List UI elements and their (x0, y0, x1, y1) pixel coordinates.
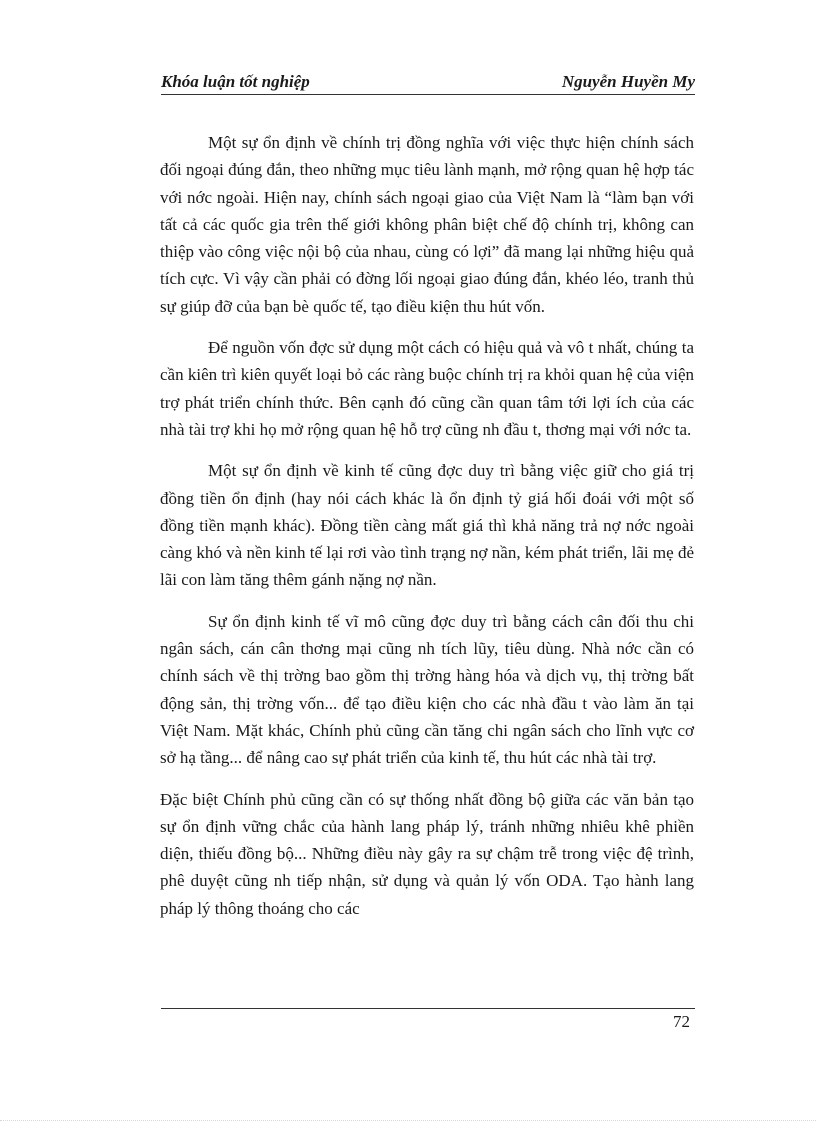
paragraph-legal-framework: Đặc biệt Chính phủ cũng cần có sự thống nhất đồng bộ giữa các văn bản tạo sự ổn định vững chắc của hành lang pháp lý, tránh những nhiêu khê phiền diện, thiếu đồng bộ... Những điều này gây ra sự chậm trễ trong việc đệ trình, phê duyệt cũng nh tiếp nhận, sử dụng và quản lý vốn ODA. Tạo hành lang pháp lý thông thoáng cho các (160, 789, 694, 918)
paragraph-political-stability: Một sự ổn định về chính trị đồng nghĩa với việc thực hiện chính sách đối ngoại đúng đắn, theo những mục tiêu lành mạnh, mở rộng quan hệ hợp tác với nớc ngoài. Hiện nay, chính sách ngoại giao của Việt Nam là “làm bạn với tất cả các quốc gia trên thế giới không phân biệt chế độ chính trị, không can thiệp vào công việc nội bộ của nhau, cùng có lợi” đã mang lại những hiệu quả tích cực. Vì vậy cần phải có đờng lối ngoại giao đúng đắn, khéo léo, tranh thủ sự giúp đỡ của bạn bè quốc tế, tạo điều kiện thu hút vốn. (160, 133, 694, 316)
footer-divider (161, 1008, 695, 1009)
running-header (161, 72, 695, 95)
paragraph-effective-capital-use: Để nguồn vốn đợc sử dụng một cách có hiệu quả và vô t nhất, chúng ta cần kiên trì kiên quyết loại bỏ các ràng buộc chính trị ra khỏi quan hệ của viện trợ phát triển chính thức. Bên cạnh đó cũng cần quan tâm tới lợi ích của các nhà tài trợ khi họ mở rộng quan hệ hỗ trợ cũng nh đầu t, thơng mại với nớc ta. (160, 338, 694, 439)
header-thesis-title: Khóa luận tốt nghiệp (161, 72, 310, 91)
header-author-name: Nguyễn Huyền My (561, 72, 695, 91)
paragraph-currency-stability: Một sự ổn định về kinh tế cũng đợc duy trì bằng việc giữ cho giá trị đồng tiền ổn định (hay nói cách khác là ổn định tỷ giá hối đoái với một số đồng tiền mạnh khác). Đồng tiền càng mất giá thì khả năng trả nợ nớc ngoài càng khó và nền kinh tế lại rơi vào tình trạng nợ nần, kém phát triển, lãi mẹ đẻ lãi con làm tăng thêm gánh nặng nợ nần. (160, 461, 694, 590)
page-bottom-edge (0, 1120, 816, 1121)
body-text (160, 129, 694, 936)
paragraph-macro-stability: Sự ổn định kinh tế vĩ mô cũng đợc duy trì bằng cách cân đối thu chi ngân sách, cán cân thơng mại cũng nh tích lũy, tiêu dùng. Nhà nớc cần có chính sách về thị trờng bao gồm thị trờng hàng hóa và dịch vụ, thị trờng bất động sản, thị trờng vốn... để tạo điều kiện cho các nhà đầu t vào làm ăn tại Việt Nam. Mặt khác, Chính phủ cũng cần tăng chi ngân sách cho lĩnh vực cơ sở hạ tầng... để nâng cao sự phát triển của kinh tế, thu hút các nhà tài trợ. (160, 611, 694, 768)
page-number: 72 (673, 1012, 690, 1031)
